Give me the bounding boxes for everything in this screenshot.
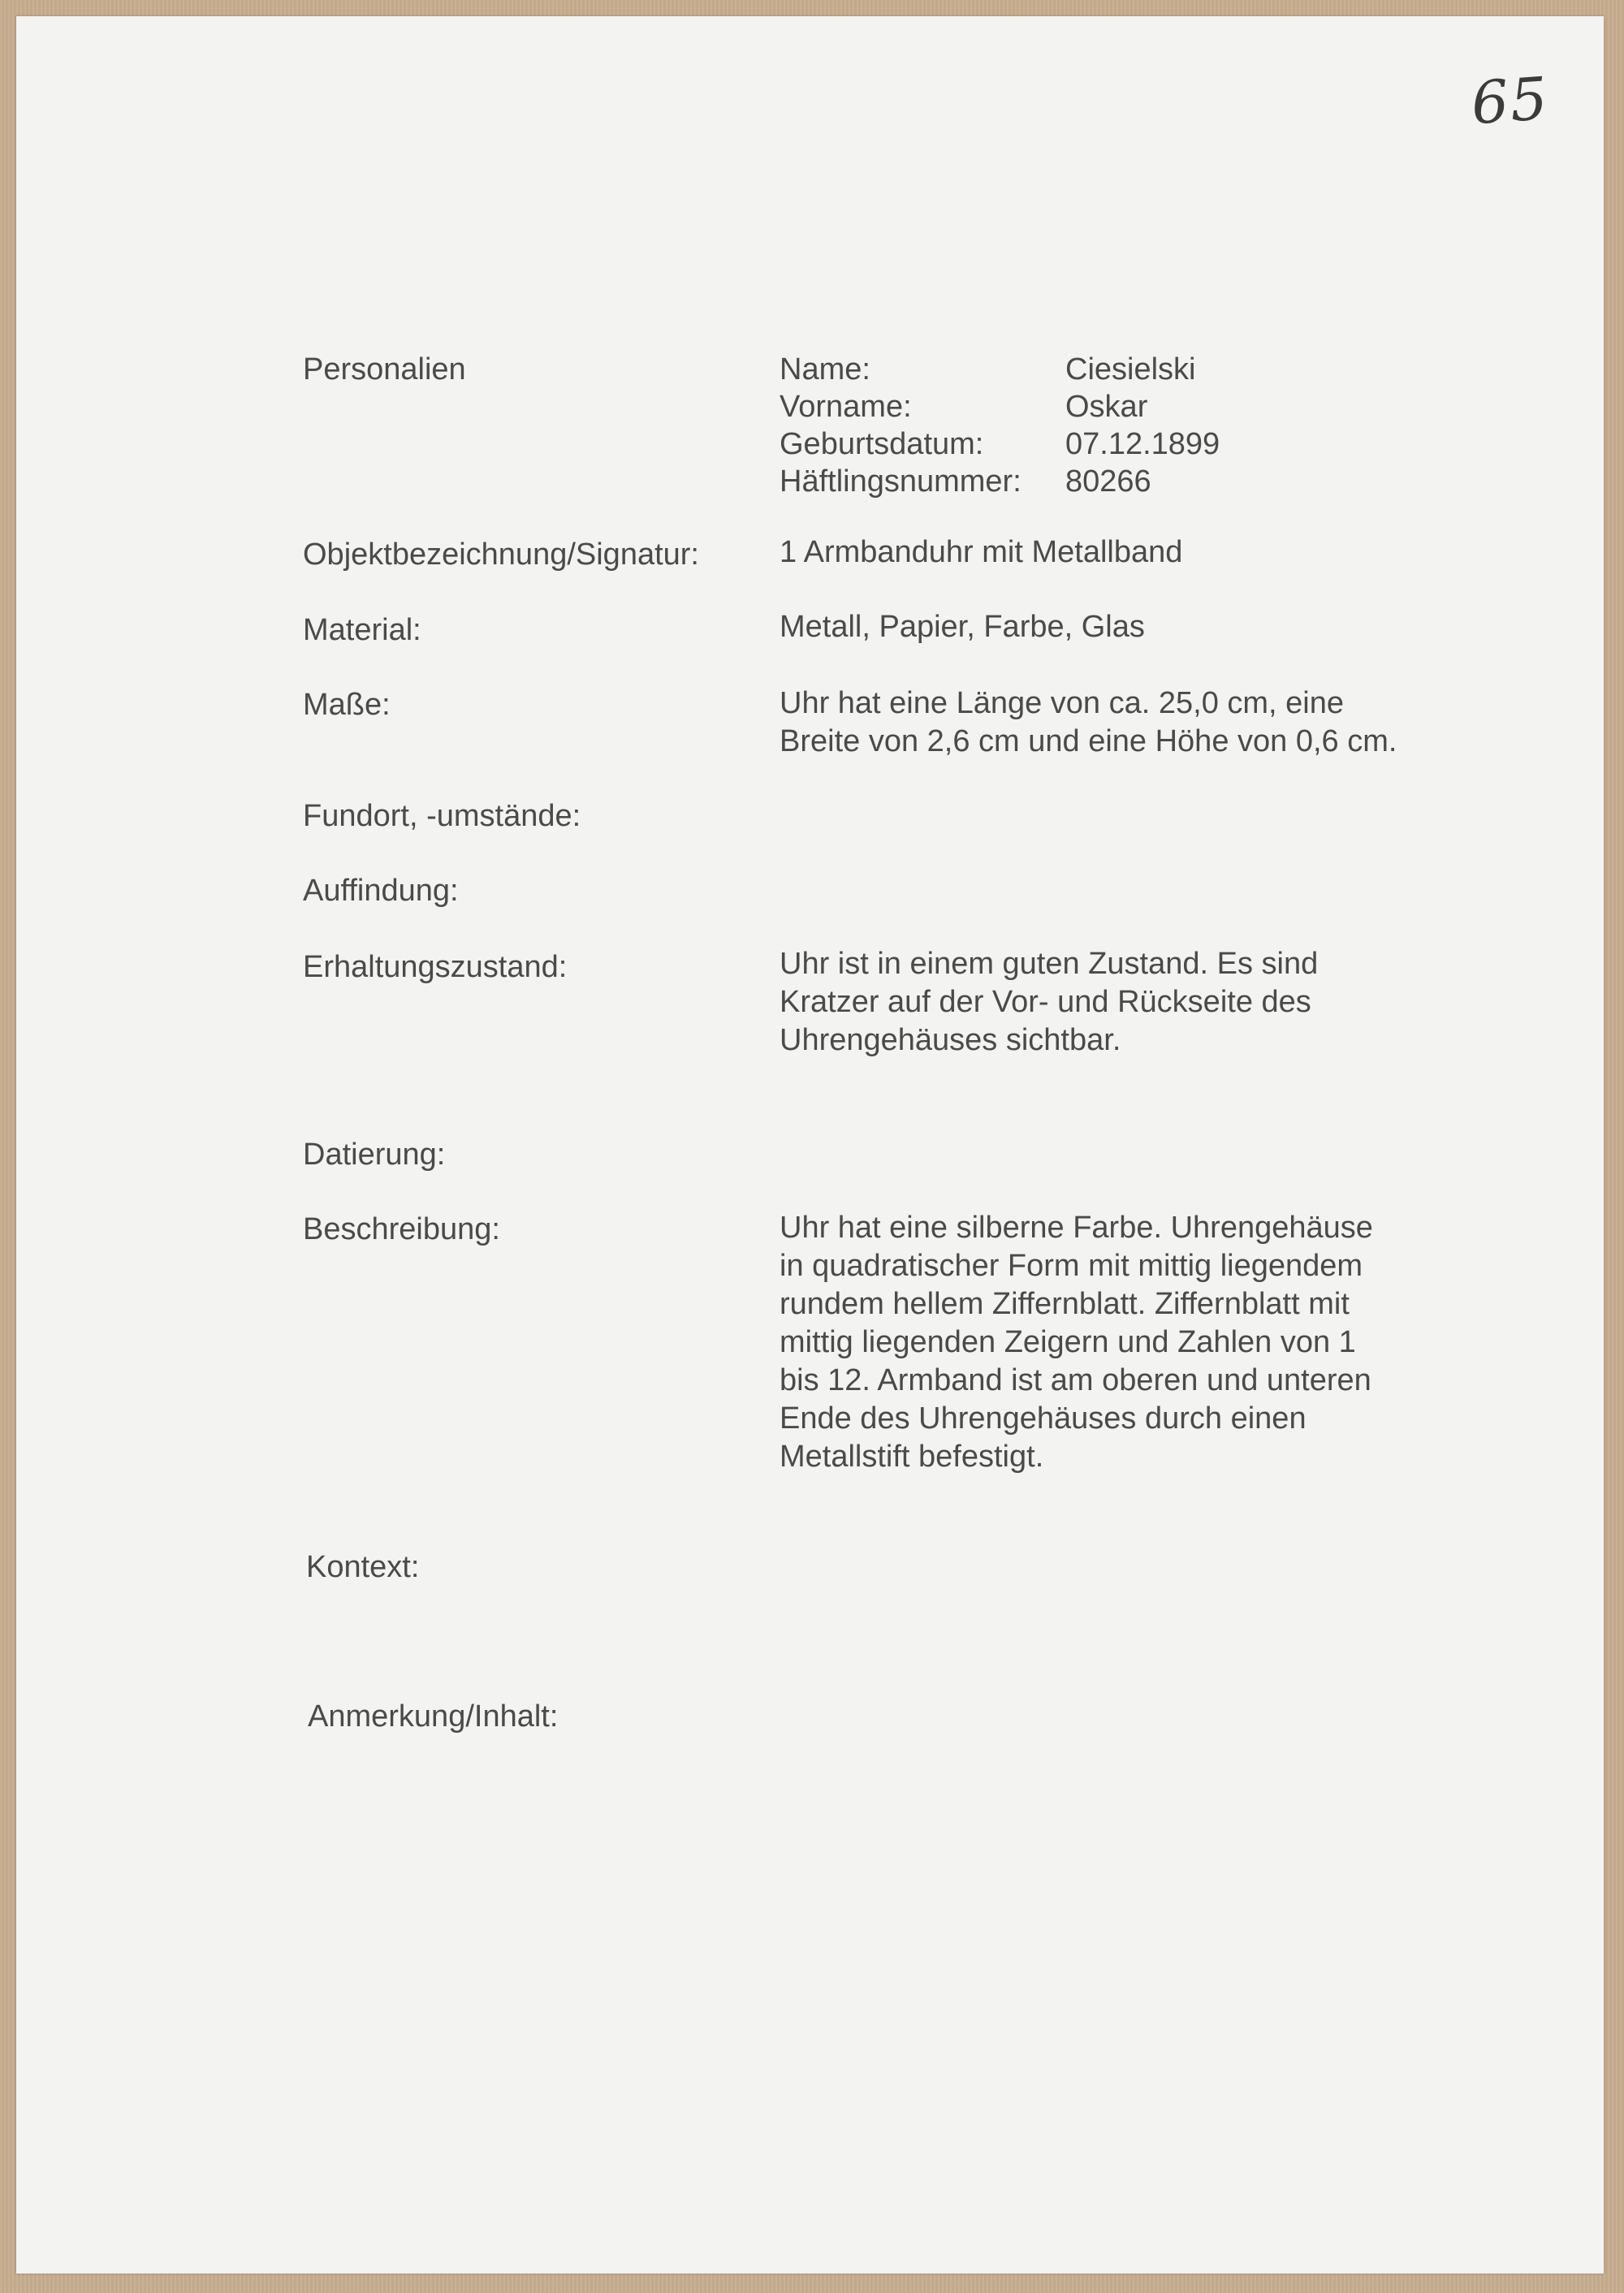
value-objektbezeichnung — [780, 533, 1453, 572]
value-line: 1 Armbanduhr mit Metallband — [780, 535, 1183, 569]
value-line: mittig liegenden Zeigern und Zahlen von 1 — [780, 1325, 1356, 1359]
field-key-geburtsdatum: Geburtsdatum: — [780, 427, 984, 461]
field-key-vorname: Vorname: — [780, 390, 912, 424]
label-auffindung: Auffindung: — [303, 874, 459, 908]
value-material — [780, 608, 1453, 646]
value-line: Ende des Uhrengehäuses durch einen — [780, 1401, 1307, 1436]
label-beschreibung: Beschreibung: — [303, 1212, 500, 1246]
label-erhaltungszustand: Erhaltungszustand: — [303, 950, 568, 984]
value-line: Breite von 2,6 cm und eine Höhe von 0,6 cm. — [780, 724, 1397, 758]
field-key-haeftlingsnummer: Häftlingsnummer: — [780, 464, 1021, 499]
field-value-geburtsdatum: 07.12.1899 — [1065, 427, 1220, 461]
label-kontext: Kontext: — [306, 1550, 420, 1584]
value-line: Uhr ist in einem guten Zustand. Es sind — [780, 947, 1319, 981]
value-line: Uhr hat eine Länge von ca. 25,0 cm, eine — [780, 686, 1345, 720]
value-line: bis 12. Armband ist am oberen und unteren — [780, 1363, 1371, 1397]
field-value-haeftlingsnummer: 80266 — [1065, 464, 1151, 499]
value-line: rundem hellem Ziffernblatt. Ziffernblatt mit — [780, 1287, 1350, 1321]
handwritten-page-number: 65 — [1469, 63, 1552, 138]
label-datierung: Datierung: — [303, 1138, 446, 1172]
label-masse: Maße: — [303, 688, 391, 722]
value-line: in quadratischer Form mit mittig liegendem — [780, 1249, 1363, 1283]
value-line: Kratzer auf der Vor- und Rückseite des — [780, 985, 1311, 1019]
value-line: Uhr hat eine silberne Farbe. Uhrengehäuse — [780, 1211, 1373, 1245]
label-fundort: Fundort, -umstände: — [303, 799, 581, 833]
field-key-name: Name: — [780, 352, 870, 386]
value-masse — [780, 684, 1453, 761]
label-anmerkung: Anmerkung/Inhalt: — [308, 1699, 559, 1734]
value-line: Metallstift befestigt. — [780, 1440, 1044, 1474]
field-value-vorname: Oskar — [1065, 390, 1148, 424]
value-line: Uhrengehäuses sichtbar. — [780, 1023, 1121, 1057]
label-material: Material: — [303, 613, 421, 647]
label-personalien: Personalien — [303, 352, 466, 386]
value-erhaltungszustand — [780, 945, 1453, 1060]
value-line: Metall, Papier, Farbe, Glas — [780, 610, 1145, 644]
value-beschreibung — [780, 1209, 1453, 1476]
label-objektbezeichnung: Objektbezeichnung/Signatur: — [303, 538, 699, 572]
field-value-name: Ciesielski — [1065, 352, 1196, 386]
